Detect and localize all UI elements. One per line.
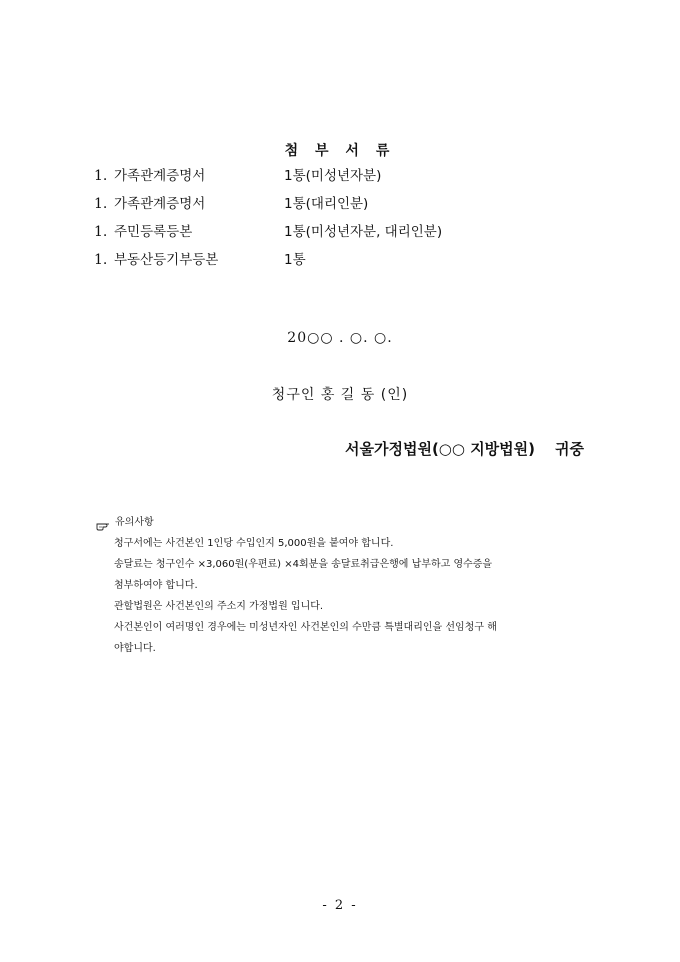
attachment-item <box>94 250 594 278</box>
notes-title: 유의사항 <box>115 517 154 528</box>
attachment-item <box>94 194 594 222</box>
attachment-number: 1. <box>94 252 108 268</box>
note-line: 야합니다. <box>114 643 156 654</box>
page-number: - 2 - <box>322 898 358 913</box>
attachment-item <box>94 166 594 194</box>
attachment-name: 가족관계증명서 <box>114 196 206 212</box>
attachment-quantity: 1통(미성년자분, 대리인분) <box>284 224 443 240</box>
attachment-name: 주민등록등본 <box>114 224 193 240</box>
pointing-hand-icon <box>96 518 110 528</box>
attachment-number: 1. <box>94 224 108 240</box>
note-line: 송달료는 청구인수 ×3,060원(우편료) ×4회분을 송달료취급은행에 납부하고 영수증을 <box>114 559 493 570</box>
filing-date: 20○○ . ○. ○. <box>287 330 393 346</box>
attachment-quantity: 1통 <box>284 252 306 268</box>
note-line: 사건본인이 여러명인 경우에는 미성년자인 사건본인의 수만큼 특별대리인을 선임청구 해 <box>114 622 497 633</box>
court-name: 서울가정법원(○○ 지방법원) <box>345 440 536 458</box>
note-line: 첨부하여야 합니다. <box>114 580 198 591</box>
note-line: 관할법원은 사건본인의 주소지 가정법원 입니다. <box>114 601 324 612</box>
attachment-number: 1. <box>94 196 108 212</box>
attachment-item <box>94 222 594 250</box>
note-line: 청구서에는 사건본인 1인당 수입인지 5,000원을 붙여야 합니다. <box>114 538 394 549</box>
court-suffix: 귀중 <box>555 440 584 458</box>
notes-section <box>96 512 586 659</box>
attachment-quantity: 1통(미성년자분) <box>284 168 382 184</box>
attachments-heading: 첨 부 서 류 <box>284 143 396 159</box>
claimant-signature: 청구인 홍 길 동 (인) <box>271 387 409 403</box>
attachment-quantity: 1통(대리인분) <box>284 196 369 212</box>
attachments-list <box>94 166 594 278</box>
attachment-name: 부동산등기부등본 <box>114 252 219 268</box>
attachment-number: 1. <box>94 168 108 184</box>
court-addressee <box>345 438 584 459</box>
notes-title-row <box>96 512 586 533</box>
attachment-name: 가족관계증명서 <box>114 168 206 184</box>
